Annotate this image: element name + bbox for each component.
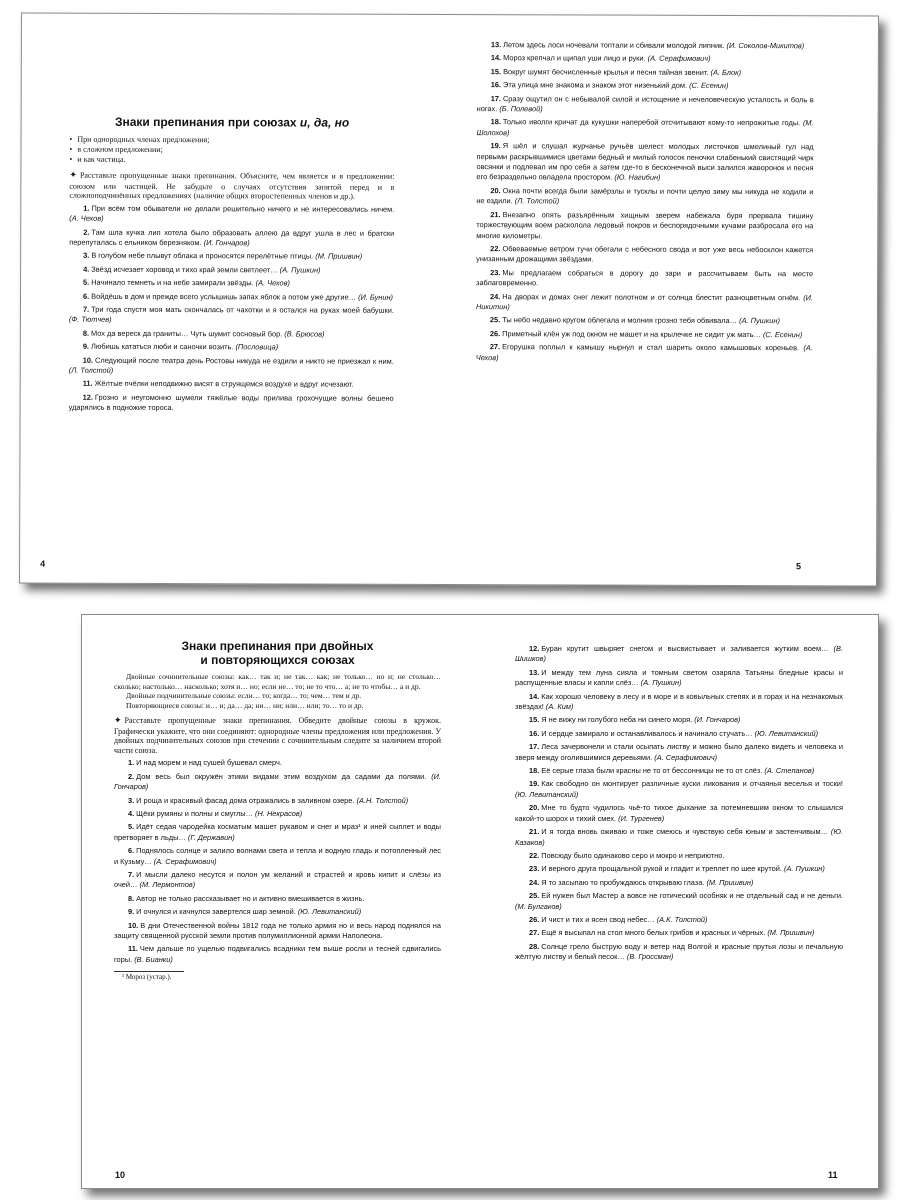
exercise-item — [114, 796, 441, 806]
exercise-text: Я шёл и слушал журчанье ручьёв шелест молодых листочков шмелиный гул над первыми раскрывшимися цветами бедный и милый голосок пеночки слабенький свистящий чирк овсянки и подлевал им про себя а затем где-то в бесконечной выси залился жаворонок и песня его безраздельно овладела простором. — [476, 141, 814, 183]
exercise-text: И я тогда вновь оживаю и тоже смеюсь и чувствую себя юным и застенчивым… — [541, 827, 828, 837]
page-11 — [480, 615, 878, 1188]
exercise-item — [476, 244, 813, 266]
exercise-text: Ещё я высыпал на стол много белых грибов и красных и чёрных. — [541, 928, 766, 938]
exercise-author: (Б. Полевой) — [499, 104, 543, 114]
exercise-number: 8. — [82, 328, 90, 338]
exercise-item — [476, 292, 813, 314]
exercise-item — [477, 94, 814, 116]
exercise-text: Как хорошо человеку в лесу и в море и в ковыльных степях и в горах и на незнакомых звёздах! — [515, 691, 843, 712]
exercise-number: 24. — [489, 291, 501, 301]
exercise-text: И между тем луна сияла и томным светом озаряла Татьяны бледные красы и распущенные власы и капли слёз… — [515, 667, 843, 688]
exercise-item — [69, 342, 394, 354]
exercise-author: (Ю. Казаков) — [515, 827, 843, 847]
exercise-number: 6. — [128, 846, 135, 856]
exercise-author: (И. Гончаров) — [694, 715, 741, 725]
exercise-text: Мох да вереск да граниты… Чуть шумит сосновый бор. — [91, 328, 283, 339]
exercise-author: (А. Пушкин) — [739, 316, 780, 326]
exercise-number: 26. — [529, 914, 540, 924]
exercise-item — [515, 827, 843, 848]
exercise-author: (А. Чехов) — [69, 213, 104, 223]
intro-paragraph: Двойные подчинительные союзы: если… то; когда… то; чем… тем и др. — [126, 691, 362, 700]
exercise-author: (А. Степанов) — [764, 766, 815, 776]
exercise-text: При всём том обыватели не делали решительно ничего и не интересовались ничем. — [91, 203, 395, 214]
exercise-item — [69, 251, 394, 263]
exercise-author: (М. Пришвин) — [315, 251, 363, 262]
exercise-item — [114, 944, 441, 965]
exercise-item — [515, 864, 843, 874]
exercise-text: Вокруг шумят бесчисленные крылья и песня тайная звенит. — [503, 66, 709, 77]
exercise-author: (Ф. Тютчев) — [68, 315, 112, 325]
exercise-number: 7. — [82, 304, 90, 314]
exercise-text: Егорушка поплыл к камышу нырнул и стал шарить около камышовых кореньев. — [502, 342, 800, 353]
exercise-author: (М. Шолохов) — [476, 118, 814, 138]
exercise-author: (А. Серафимович) — [654, 752, 718, 762]
exercise-item — [114, 809, 441, 819]
exercise-number: 25. — [489, 315, 501, 325]
exercise-item — [69, 227, 394, 249]
exercise-number: 11. — [128, 944, 138, 954]
exercise-author: (В. Брюсов) — [284, 329, 325, 339]
exercise-text: Я то засыпаю то пробуждаюсь открываю глаза. — [541, 877, 705, 887]
exercise-text: И роща и красивый фасад дома отражались в заливном озере. — [136, 795, 355, 805]
exercise-text: Мы предлагаем собраться в дорогу до зари и рассчитываем быть на месте заблаговременно. — [476, 267, 814, 288]
exercise-text: Ты небо недавно кругом облегала и молния грозно тебя обвивала… — [502, 315, 738, 326]
section-title: Знаки препинания при союзах и, да, но — [114, 114, 350, 130]
exercise-number: 8. — [128, 893, 135, 903]
exercise-item — [69, 329, 394, 341]
exercise-text: Повсюду было одинаково серо и мокро и неприютно. — [541, 850, 725, 860]
exercise-author: (С. Есенин) — [762, 329, 803, 339]
exercise-text: Любишь кататься люби и саночки возить. — [90, 342, 234, 352]
exercise-text: Только иволги кричат да кукушки наперебой отсчитывают кому-то непрожитые годы. — [502, 117, 801, 128]
task-marker-icon: ✦ — [114, 716, 122, 726]
exercise-item — [477, 118, 814, 140]
exercise-number: 5. — [83, 277, 90, 287]
exercise-author: (М. Пришвин) — [767, 928, 815, 938]
bullet-item: • в сложном предложении; — [70, 145, 395, 156]
exercise-text: На дворах и домах снег лежит полотном и от солнца блестит разноцветным огнём. — [502, 291, 801, 302]
exercise-number: 26. — [489, 328, 501, 338]
exercise-item — [476, 329, 813, 341]
exercise-item — [476, 210, 813, 242]
page-5 — [448, 15, 878, 585]
exercise-number: 10. — [82, 355, 94, 365]
exercise-number: 17. — [490, 93, 501, 103]
exercise-text: Там шла кучка лип хотела было образовать аллею да вдруг ушла в лес и братски перепуталась с ельником березняком. — [69, 227, 395, 248]
exercise-number: 23. — [490, 267, 501, 277]
exercise-item — [477, 54, 814, 66]
exercise-number: 27. — [529, 928, 540, 938]
exercise-list — [515, 644, 843, 963]
exercise-list — [476, 40, 814, 364]
exercise-number: 7. — [128, 870, 135, 880]
exercise-item — [69, 379, 394, 391]
footnote: ¹ Мороз (устар.). — [122, 973, 172, 982]
exercise-author: (И. Гончаров) — [114, 771, 441, 792]
exercise-number: 24. — [529, 877, 540, 887]
exercise-number: 15. — [490, 66, 502, 76]
exercise-text: Летом здесь лоси ночевали топтали и сбивали молодой липник. — [503, 40, 725, 50]
exercise-author: (И. Тургенев) — [618, 813, 665, 823]
exercise-text: Звёзд исчезает хоровод и тихо край земли светлеет… — [91, 264, 278, 275]
exercise-item — [69, 291, 394, 303]
exercise-text: Чем дальше по ущелью подвигались всадники тем выше росли и тесней сдвигались горы. — [114, 944, 441, 964]
exercise-number: 14. — [490, 53, 502, 63]
exercise-author: (А. Чехов) — [255, 278, 290, 288]
exercise-item — [515, 928, 843, 938]
exercise-item — [515, 803, 843, 824]
exercise-item — [69, 203, 394, 225]
exercise-text: Мороз крепчал и щипал уши лицо и руки. — [503, 53, 646, 64]
exercise-number: 25. — [529, 891, 540, 901]
exercise-item — [515, 715, 843, 725]
exercise-number: 20. — [529, 803, 540, 813]
exercise-item — [515, 878, 843, 888]
exercise-item — [515, 915, 843, 925]
exercise-item — [515, 851, 843, 861]
exercise-item — [515, 891, 843, 912]
exercise-item — [114, 772, 441, 793]
exercise-number: 3. — [128, 795, 135, 805]
exercise-number: 18. — [529, 766, 540, 776]
exercise-item — [69, 355, 394, 377]
exercise-number: 16. — [529, 728, 540, 738]
exercise-author: (А. Чехов) — [475, 343, 813, 362]
exercise-text: Я не вижу ни голубого неба ни синего моря. — [541, 715, 693, 725]
exercise-number: 27. — [489, 342, 501, 352]
exercise-text: Как свободно он монтирует различные куски ликования и отчаянья веселья и тоски! — [541, 779, 843, 789]
exercise-text: Войдёшь в дом и прежде всего услышишь запах яблок а потом уже другие… — [91, 291, 357, 302]
bottom-book-spread — [81, 614, 879, 1189]
exercise-number: 28. — [529, 941, 540, 951]
exercise-text: Буран крутит швыряет снегом и высвистывает и заливается жутким воем… — [541, 644, 829, 653]
exercise-item — [515, 766, 843, 776]
intro-paragraph: Двойные сочинительные союзы: как… так и; не так… как; не только… но и; не столько… сколько; настолько… насколько; хотя и… но; если не… то; не то что… а; не то чтобы… а и др. — [114, 672, 441, 691]
exercise-item — [114, 870, 441, 891]
exercise-number: 22. — [529, 850, 540, 860]
exercise-item — [515, 742, 843, 763]
exercise-number: 1. — [83, 203, 90, 213]
page-number: 4 — [40, 558, 46, 569]
exercise-item — [69, 264, 394, 276]
exercise-item — [476, 186, 813, 208]
exercise-author: (Н. Некрасов) — [255, 809, 303, 818]
exercise-text: Мне то будто чудилось чьё-то тихое дыхание за потемневшим окном то слышался какой-то шорох и тихий смех. — [515, 803, 843, 823]
exercise-text: И над морем и над сушей бушевал смерч. — [136, 758, 282, 768]
exercise-item — [476, 315, 813, 327]
exercise-text: Леса зачервонели и стали осыпать листву и можно было далеко видеть и человека и зверя между оголившимися деревьями. — [515, 742, 843, 762]
exercise-item — [515, 729, 843, 739]
exercise-author: (А. Серафимович) — [647, 54, 711, 64]
exercise-text: Идёт седая чародейка косматым машет рукавом и снег и мраз¹ и иней сыплет и воды претворяет в льды… — [114, 822, 441, 842]
exercise-number: 2. — [83, 227, 90, 237]
exercise-author: (Ю. Левитанский) — [297, 907, 362, 917]
exercise-author: (А. Блок) — [710, 67, 742, 77]
exercise-number: 1. — [128, 758, 135, 768]
bullet-item: • и как частица. — [69, 155, 394, 166]
exercise-item — [69, 393, 394, 415]
exercise-item — [476, 141, 813, 184]
exercise-author: (Л. Толстой) — [514, 196, 560, 206]
exercise-author: (И. Соколов-Микитов) — [726, 40, 805, 51]
exercise-text: Сразу ощутил он с небывалой силой и истощение и нечеловеческую усталость и боль в ногах. — [476, 93, 814, 114]
exercise-author: (С. Есенин) — [689, 81, 729, 91]
exercise-text: И мысли далеко несутся и полон ум желаний и страстей и кровь кипит и слёзы из очей… — [114, 870, 441, 890]
exercise-item — [69, 305, 394, 327]
page-number: 5 — [796, 561, 802, 572]
exercise-text: Грозно и неугомонно шумели тяжёлые воды прилива грохочущие волны бешено ударялись в подножие тороса. — [68, 392, 394, 413]
page-number: 11 — [828, 1170, 838, 1180]
exercise-number: 4. — [128, 809, 135, 818]
page-number: 10 — [115, 1170, 126, 1180]
exercise-item — [476, 268, 813, 290]
exercise-author: (И. Бунин) — [358, 292, 394, 302]
exercise-item — [476, 342, 813, 364]
exercise-text: Следующий после театра день Ростовы никуда не ездили и никто не приезжал к ним. — [95, 355, 394, 366]
exercise-number: 13. — [490, 40, 502, 50]
exercise-author: (Г. Державин) — [187, 832, 235, 842]
exercise-item — [114, 921, 441, 942]
exercise-number: 23. — [529, 864, 540, 874]
exercise-author: (А. Пушкин) — [784, 864, 825, 874]
exercise-number: 5. — [128, 822, 135, 832]
exercise-item — [114, 758, 441, 768]
exercise-number: 2. — [128, 771, 135, 781]
exercise-author: (А. Пушкин) — [640, 678, 682, 688]
intro-definitions — [114, 672, 441, 710]
exercise-text: Эта улица мне знакома и знаком этот низенький дом. — [503, 80, 688, 91]
exercise-number: 17. — [529, 742, 540, 752]
task-instruction: ✦ Расставьте пропущенные знаки препинания. Обведите двойные союзы в кружок. Графически укажите, что они соединяют: однородные члены предложения или предложения. У двойных подчинительных союзов при стечении с сочинительным следите за наличием второй части союза. — [114, 716, 441, 755]
exercise-author: (М. Пришвин) — [706, 877, 754, 887]
task-marker-icon: ✦ — [69, 170, 77, 181]
exercise-text: И очнулся и качнулся завертелся шар земной. — [136, 907, 296, 917]
exercise-number: 19. — [490, 141, 501, 151]
task-instruction: ✦ Расставьте пропущенные знаки препинания. Объясните, чем является и в предложении: союзом или частицей. Не забудьте о случаях отсутствия запятой перед и в сложноподчинённых предложениях (наличие общих второстепенных членов и др.). — [69, 170, 395, 201]
exercise-text: Начинало темнеть и на небе замирали звёзды. — [91, 277, 254, 288]
exercise-list — [69, 203, 395, 414]
exercise-author: (А. Пушкин) — [279, 265, 321, 275]
exercise-text: И верного друга прощальной рукой и гладит и треплет по шее крутой. — [541, 864, 782, 874]
exercise-number: 20. — [490, 186, 501, 196]
rule-bullets — [69, 135, 394, 166]
exercise-number: 3. — [83, 251, 90, 261]
exercise-item — [114, 907, 441, 917]
exercise-text: В дни Отечественной войны 1812 года не только армия но и весь народ поднялся на защиту священной русской земли против полумиллионной армии Наполеона. — [114, 920, 441, 941]
exercise-text: И чист и тих и ясен свод небес… — [541, 914, 655, 924]
exercise-item — [114, 846, 441, 867]
exercise-item — [515, 692, 843, 713]
exercise-author: (Ю. Левитанский) — [754, 728, 819, 738]
exercise-author: (М. Лермонтов) — [139, 880, 196, 890]
exercise-number: 21. — [490, 209, 501, 219]
exercise-item — [114, 894, 441, 904]
exercise-item — [114, 822, 441, 843]
exercise-author: (А.К. Толстой) — [656, 914, 708, 924]
exercise-author: (В. Бианки) — [134, 954, 173, 964]
exercise-list — [114, 758, 441, 965]
top-book-spread — [19, 13, 879, 587]
exercise-author: (М. Булгаков) — [515, 901, 562, 911]
exercise-author: (И. Гончаров) — [203, 238, 250, 248]
exercise-text: Приметный клён уж под окном не машет и на крылечке не сидит уж мать… — [502, 328, 761, 339]
exercise-item — [515, 644, 843, 665]
exercise-text: Внезапно опять разъярённым хищным зверем набежала буря прервала тишину торжествующим воем расколола ледовый покров и беспорядочными кучами разбросала его на многие километры. — [476, 209, 814, 240]
exercise-number: 9. — [128, 907, 135, 917]
exercise-author: (А.Н. Толстой) — [356, 795, 409, 805]
section-title: Знаки препинания при двойных и повторяющихся союзах — [181, 639, 374, 667]
exercise-author: (Ю. Левитанский) — [515, 789, 579, 799]
exercise-text: Щёки румяны и полны и смуглы… — [136, 809, 253, 818]
exercise-item — [477, 80, 814, 92]
exercise-item — [477, 67, 814, 79]
exercise-item — [477, 40, 814, 52]
exercise-text: Солнце грело быструю воду и ветер над Волгой и красные прутья лозы и печальную жёлтую листву и белый песок… — [515, 941, 843, 962]
exercise-text: В голубом небе плывут облака и проносятся перелётные птицы. — [91, 251, 314, 261]
exercise-number: 13. — [529, 667, 540, 677]
exercise-item — [515, 942, 843, 963]
exercise-item — [515, 668, 843, 689]
exercise-text: Обвеваемые ветром тучи обегали с небесного свода и вот уже весь небосклон кажется унизанным дрожащими звёздами. — [476, 244, 814, 264]
exercise-text: И сердце замирало и останавливалось и начинало стучать… — [541, 728, 753, 738]
exercise-number: 18. — [490, 117, 501, 127]
exercise-number: 14. — [529, 691, 540, 701]
exercise-author: (Ю. Нагибин) — [614, 173, 661, 183]
exercise-text: Дом весь был окружён этими видами этим воздухом да садами да полями. — [136, 771, 427, 781]
exercise-author: (В. Гроссман) — [626, 952, 674, 962]
exercise-author: (Л. Толстой) — [68, 365, 114, 375]
bullet-item: • При однородных членах предложения; — [70, 135, 395, 146]
exercise-text: Ей нужен был Мастер а вовсе не готический особняк и не отдельный сад и не деньги. — [541, 891, 843, 901]
exercise-author: (И. Никитин) — [475, 292, 814, 312]
exercise-number: 19. — [529, 779, 540, 789]
exercise-number: 10. — [128, 920, 139, 930]
exercise-item — [515, 779, 843, 800]
exercise-number: 21. — [529, 827, 540, 837]
exercise-number: 6. — [82, 291, 90, 301]
exercise-number: 12. — [82, 392, 93, 402]
exercise-number: 15. — [529, 715, 540, 725]
exercise-text: Окна почти всегда были замёрзлы и тусклы и почти целую зиму мы никуда не ходили и не ездили. — [476, 186, 814, 206]
page-10 — [82, 615, 480, 1188]
exercise-number: 22. — [490, 244, 501, 254]
exercise-number: 16. — [490, 80, 502, 90]
exercise-number: 9. — [82, 341, 90, 351]
exercise-number: 4. — [83, 264, 90, 274]
exercise-text: Её серые глаза были красны не то от бессонницы не то от слёз. — [541, 766, 763, 776]
exercise-text: Три года спустя моя мать скончалась от чахотки и я остался на руках моей бабушки. — [91, 304, 394, 315]
page-4 — [20, 14, 450, 584]
exercise-text: Жёлтые пчёлки неподвижно висят в струящемся воздухе и вдруг исчезают. — [94, 379, 354, 390]
exercise-item — [69, 278, 394, 290]
exercise-number: 11. — [82, 379, 93, 389]
exercise-text: Автор не только рассказывает но и активно вмешивается в жизнь. — [136, 893, 365, 903]
exercise-author: (В. Шишков) — [515, 644, 843, 664]
exercise-number: 12. — [529, 644, 540, 653]
intro-paragraph: Повторяющиеся союзы: и… и; да… да; ни… ни; или… или; то… то и др. — [126, 700, 364, 710]
exercise-author: (Пословица) — [235, 342, 279, 352]
exercise-author: (А. Ким) — [545, 702, 574, 712]
exercise-author: (А. Серафимович) — [153, 856, 217, 866]
exercise-text: Поднялось солнце и залило волнами света и тепла и водную гладь и потопленный лес и Кузьму… — [114, 846, 441, 866]
